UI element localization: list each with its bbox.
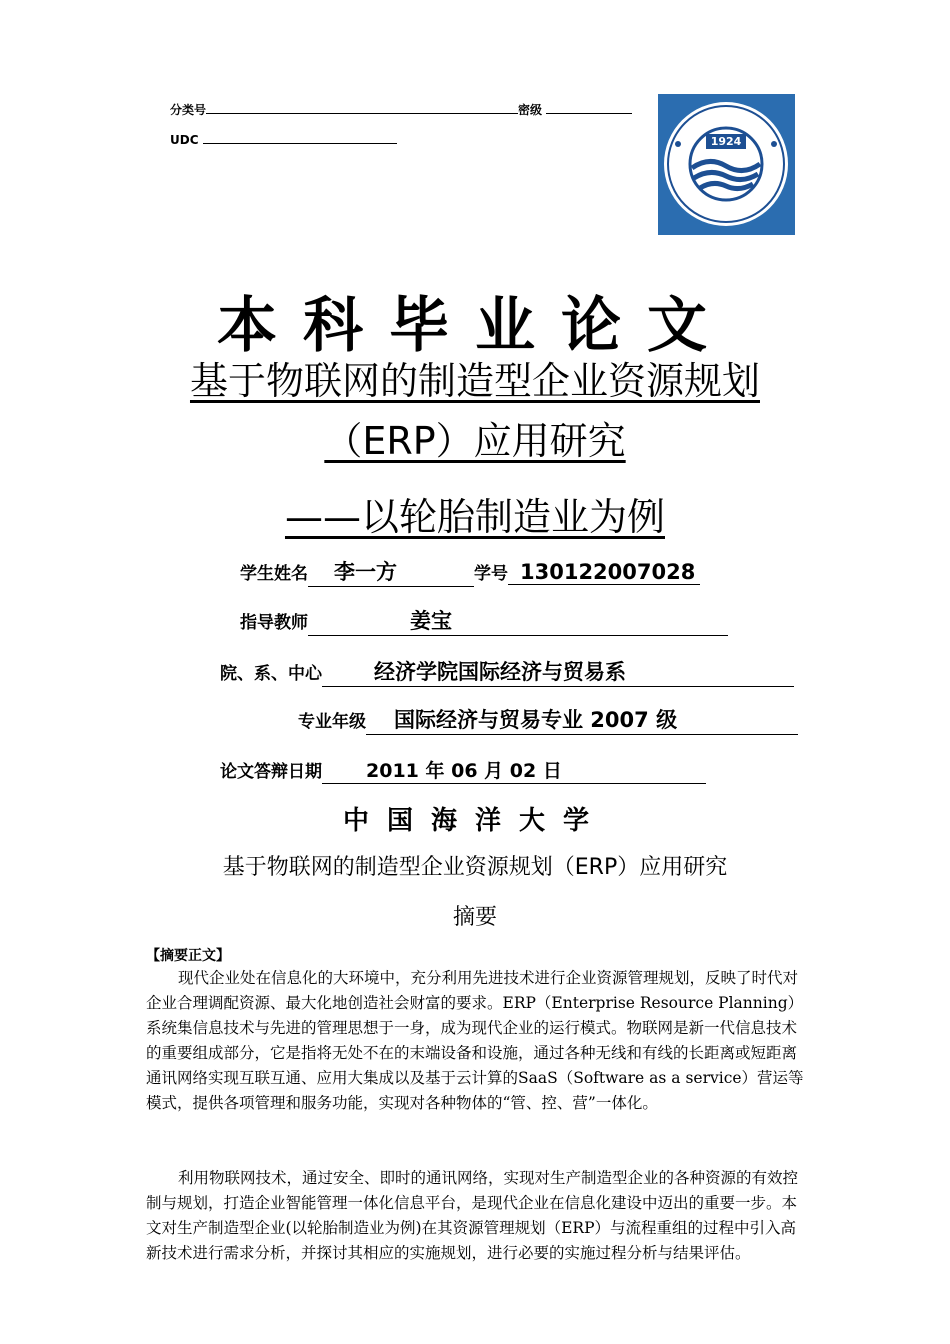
student-label: 学生姓名	[240, 564, 308, 584]
classification-label: 分类号	[170, 103, 207, 117]
defense-date-value: 2011 年 06 月 02 日	[366, 760, 562, 782]
advisor-row	[240, 605, 728, 636]
classification-field	[170, 101, 632, 118]
major-row	[298, 704, 798, 735]
major-value: 国际经济与贸易专业 2007 级	[394, 708, 678, 732]
abstract-heading: 摘要	[452, 905, 497, 930]
defense-date-label: 论文答辩日期	[220, 762, 322, 782]
logo-year: 1924	[710, 135, 742, 148]
department-label: 院、系、中心	[220, 664, 322, 684]
student-row	[240, 556, 700, 587]
abstract-paragraph-1: 现代企业处在信息化的大环境中，充分利用先进技术进行企业资源管理规划，反映了时代对企业合理调配资源、最大化地创造社会财富的要求。ERP（Enterprise Resource Planning）系统集信息技术与先进的管理思想于一身，成为现代企业的运行模式。物联网是新一代信息技术的重要组成部分，它是指将无处不在的末端设备和设施，通过各种无线和有线的长距离或短距离通讯网络实现互联互通、应用大集成以及基于云计算的SaaS（Software as a service）营运等模式，提供各项管理和服务功能，实现对各种物体的“管、控、营”一体化。	[146, 969, 804, 1112]
udc-label: UDC	[170, 133, 199, 147]
thesis-title-line1: 基于物联网的制造型企业资源规划	[189, 359, 760, 403]
department-row	[220, 656, 794, 687]
advisor-name: 姜宝	[410, 609, 452, 633]
udc-field	[170, 133, 397, 147]
secret-blank	[546, 113, 632, 114]
university-logo	[658, 94, 795, 235]
university-name: 中国海洋大学	[342, 806, 607, 836]
defense-date-row	[220, 756, 706, 784]
student-id: 130122007028	[520, 560, 696, 584]
thesis-title-line2: （ERP）应用研究	[324, 419, 626, 463]
abstract-title: 基于物联网的制造型企业资源规划（ERP）应用研究	[222, 855, 728, 880]
abstract-label: 【摘要正文】	[146, 948, 230, 964]
thesis-title-line3: ——以轮胎制造业为例	[284, 495, 665, 539]
student-name: 李一方	[334, 560, 397, 584]
abstract-paragraph-2: 利用物联网技术，通过安全、即时的通讯网络，实现对生产制造型企业的各种资源的有效控制与规划，打造企业智能管理一体化信息平台，是现代企业在信息化建设中迈出的重要一步。本文对生产制造型企业(以轮胎制造业为例)在其资源管理规划（ERP）与流程重组的过程中引入高新技术进行需求分析，并探讨其相应的实施规划，进行必要的实施过程分析与结果评估。	[146, 1169, 799, 1262]
department-value: 经济学院国际经济与贸易系	[374, 660, 626, 684]
advisor-label: 指导教师	[240, 613, 308, 633]
major-label: 专业年级	[298, 712, 366, 732]
university-seal-icon	[658, 94, 795, 235]
thesis-type-title: 本科毕业论文	[217, 291, 733, 361]
classification-blank	[206, 113, 518, 114]
secret-label: 密级	[518, 103, 543, 117]
udc-blank	[203, 143, 397, 144]
student-id-label: 学号	[474, 564, 508, 584]
